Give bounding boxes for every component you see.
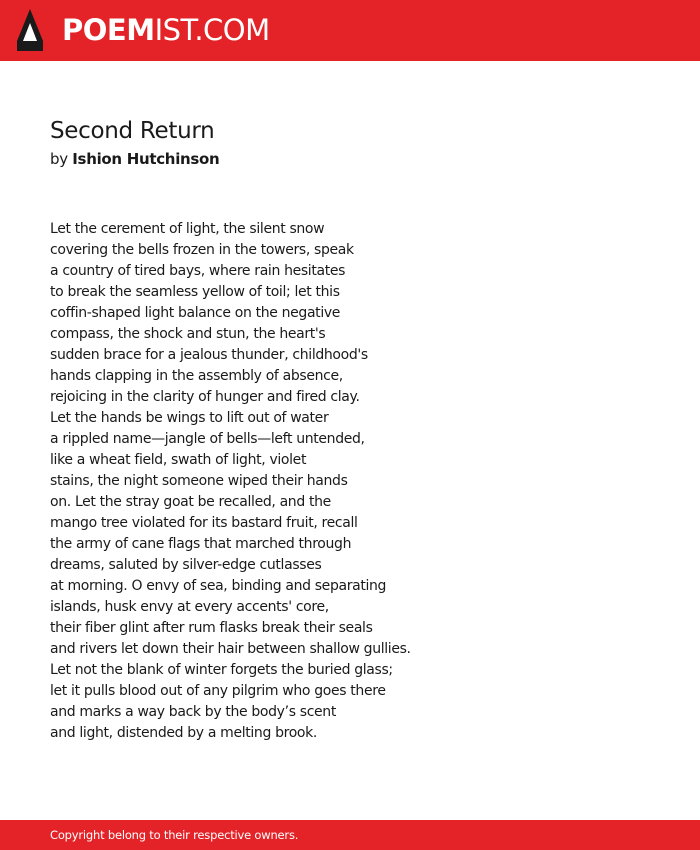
poem-line: islands, husk envy at every accents' core, <box>50 599 329 615</box>
poem-line: and rivers let down their hair between shallow gullies. <box>50 641 411 657</box>
poem-line: compass, the shock and stun, the heart's <box>50 326 326 342</box>
poem-line: stains, the night someone wiped their hands <box>50 473 348 489</box>
poem-line: mango tree violated for its bastard fruit, recall <box>50 515 358 531</box>
poem-body <box>50 219 650 744</box>
poem-line: and light, distended by a melting brook. <box>50 725 318 741</box>
poem-line: dreams, saluted by silver-edge cutlasses <box>50 557 322 573</box>
pencil-tip-icon[interactable] <box>17 9 43 51</box>
poem-line: covering the bells frozen in the towers, speak <box>50 242 354 258</box>
poem-line: Let the hands be wings to lift out of water <box>50 410 329 426</box>
poem-line: hands clapping in the assembly of absence, <box>50 368 343 384</box>
poem-line: let it pulls blood out of any pilgrim who goes there <box>50 683 386 699</box>
poem-line: coffin-shaped light balance on the negative <box>50 305 341 321</box>
poem-line: to break the seamless yellow of toil; let this <box>50 284 340 300</box>
logo-text-thin: IST.COM <box>154 13 270 47</box>
poem-line: Let the cerement of light, the silent snow <box>50 221 325 237</box>
poem-author: Ishion Hutchinson <box>72 150 220 168</box>
poem-line: Let not the blank of winter forgets the buried glass; <box>50 662 393 678</box>
poem-line: a country of tired bays, where rain hesitates <box>50 263 346 279</box>
poem-line: at morning. O envy of sea, binding and separating <box>50 578 387 594</box>
logo-text-bold: POEM <box>62 13 155 47</box>
copyright-notice: Copyright belong to their respective owners. <box>50 828 299 842</box>
poem-line: the army of cane flags that marched through <box>50 536 352 552</box>
poem-byline <box>50 148 219 170</box>
poem-line: and marks a way back by the body’s scent <box>50 704 336 720</box>
poem-line: their fiber glint after rum flasks break their seals <box>50 620 373 636</box>
poem-title: Second Return <box>50 118 215 144</box>
poem-line: sudden brace for a jealous thunder, childhood's <box>50 347 368 363</box>
site-logo-link[interactable] <box>62 12 270 48</box>
poem-line: rejoicing in the clarity of hunger and fired clay. <box>50 389 360 405</box>
poem-line: a rippled name—jangle of bells—left untended, <box>50 431 365 447</box>
poem-line: on. Let the stray goat be recalled, and the <box>50 494 331 510</box>
by-label: by <box>50 150 68 168</box>
poem-line: like a wheat field, swath of light, violet <box>50 452 307 468</box>
site-footer <box>0 820 700 850</box>
site-header <box>0 0 700 61</box>
